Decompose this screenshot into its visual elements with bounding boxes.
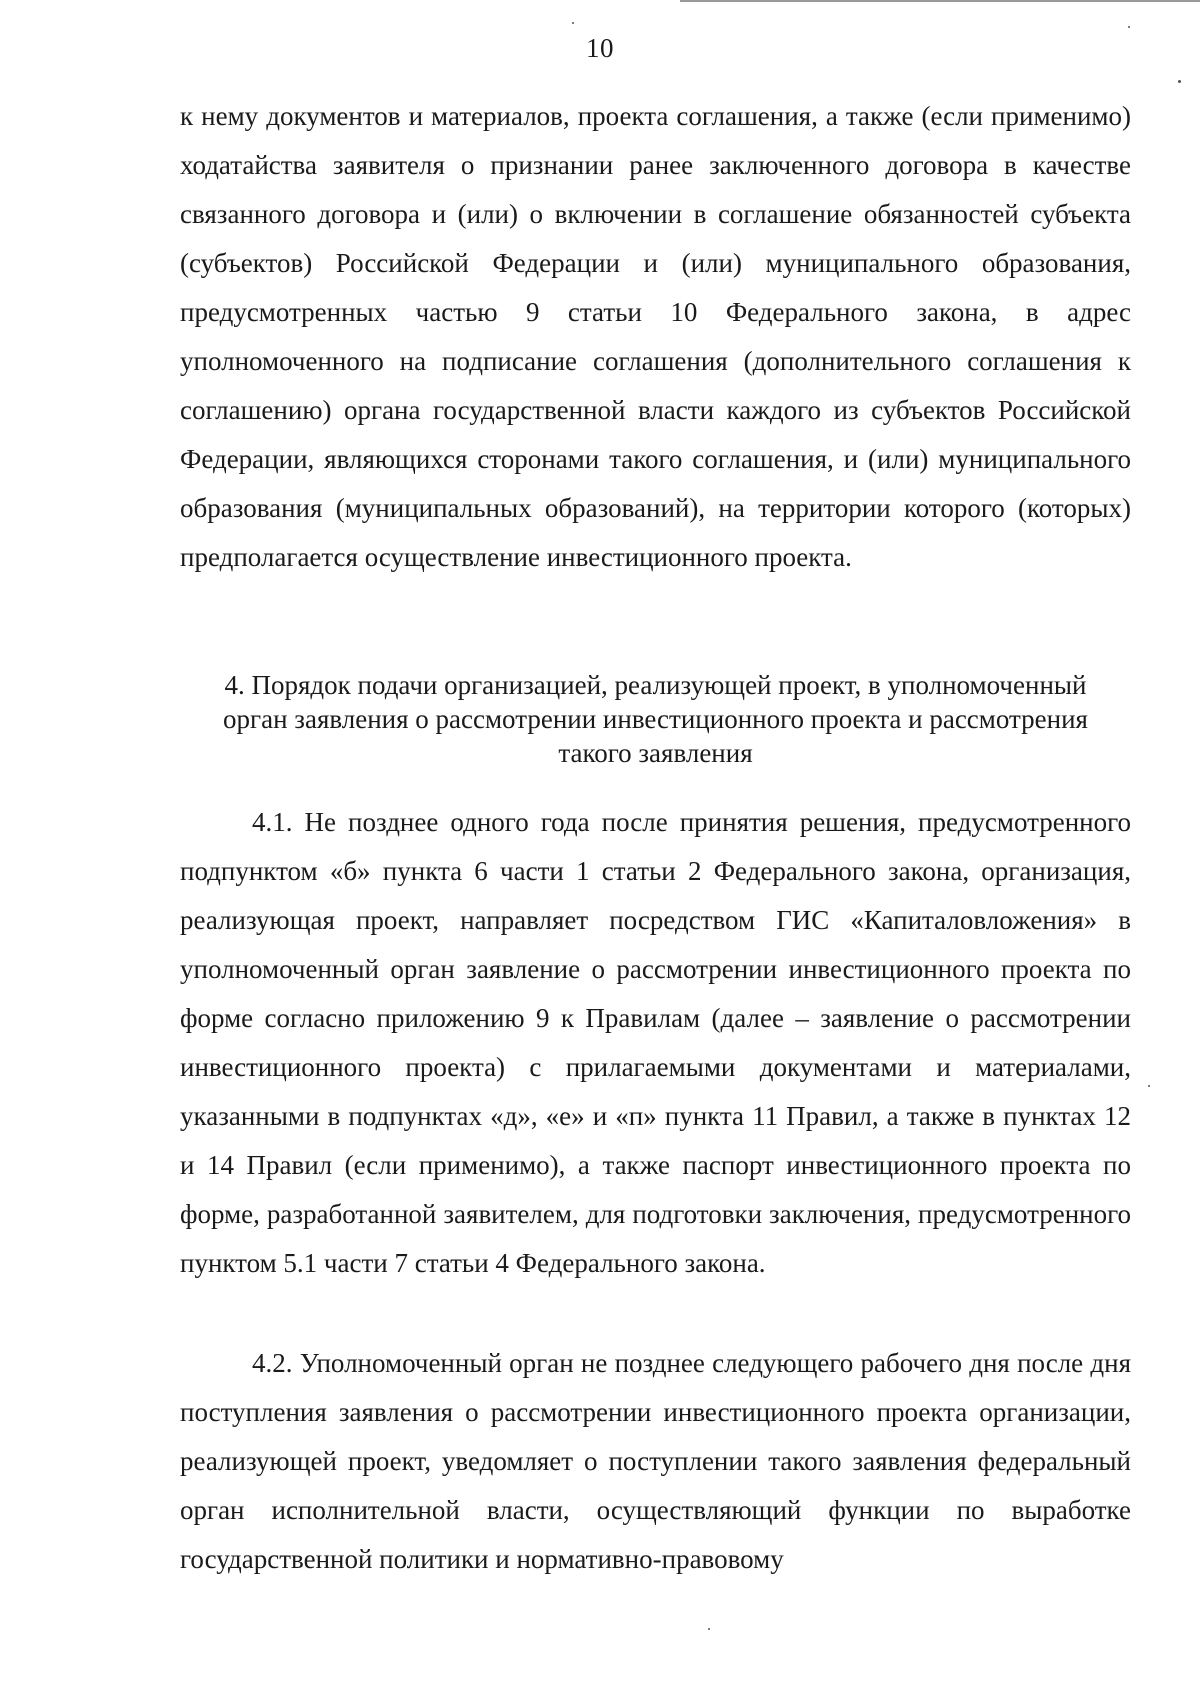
scan-speck xyxy=(1178,80,1181,83)
scan-edge-line xyxy=(680,0,1200,2)
paragraph-4-1: 4.1. Не позднее одного года после принятия решения, предусмотренного подпунктом «б» пункта 6 части 1 статьи 2 Федерального закона, организация, реализующая проект, направляет посредством ГИС «Капиталовложения» в уполномоченный орган заявление о рассмотрении инвестиционного проекта по форме согласно приложению 9 к Правилам (далее – заявление о рассмотрении инвестиционного проекта) с прилагаемыми документами и материалами, указанными в подпунктах «д», «е» и «п» пункта 11 Правил, а также в пунктах 12 и 14 Правил (если применимо), а также паспорт инвестиционного проекта по форме, разработанной заявителем, для подготовки заключения, предусмотренного пунктом 5.1 части 7 статьи 4 Федерального закона. xyxy=(180,807,1131,1278)
continuation-paragraph: к нему документов и материалов, проекта соглашения, а также (если применимо) ходатайства заявителя о признании ранее заключенного договора в качестве связанного договора и (или) о включении в соглашение обязанностей субъекта (субъектов) Российской Федерации и (или) муниципального образования, предусмотренных частью 9 статьи 10 Федерального закона, в адрес уполномоченного на подписание соглашения (дополнительного соглашения к соглашению) органа государственной власти каждого из субъектов Российской Федерации, являющихся сторонами такого соглашения, и (или) муниципального образования (муниципальных образований), на территории которого (которых) предполагается осуществление инвестиционного проекта. xyxy=(180,101,1131,572)
scan-speck xyxy=(1128,26,1130,28)
page-number: 10 xyxy=(586,33,614,63)
scan-speck xyxy=(1148,1085,1150,1087)
section-heading-line-2: орган заявления о рассмотрении инвестиционного проекта и рассмотрения xyxy=(223,704,1088,734)
section-heading xyxy=(180,668,1131,770)
scan-speck xyxy=(572,22,574,24)
section-heading-line-1: 4. Порядок подачи организацией, реализующей проект, в уполномоченный xyxy=(224,670,1087,700)
paragraph-4-2: 4.2. Уполномоченный орган не позднее следующего рабочего дня после дня поступления заявления о рассмотрении инвестиционного проекта организации, реализующей проект, уведомляет о поступлении такого заявления федеральный орган исполнительной власти, осуществляющий функции по выработке государственной политики и нормативно-правовому xyxy=(180,1348,1131,1574)
section-heading-line-3: такого заявления xyxy=(558,738,753,768)
scan-speck xyxy=(708,1628,710,1630)
